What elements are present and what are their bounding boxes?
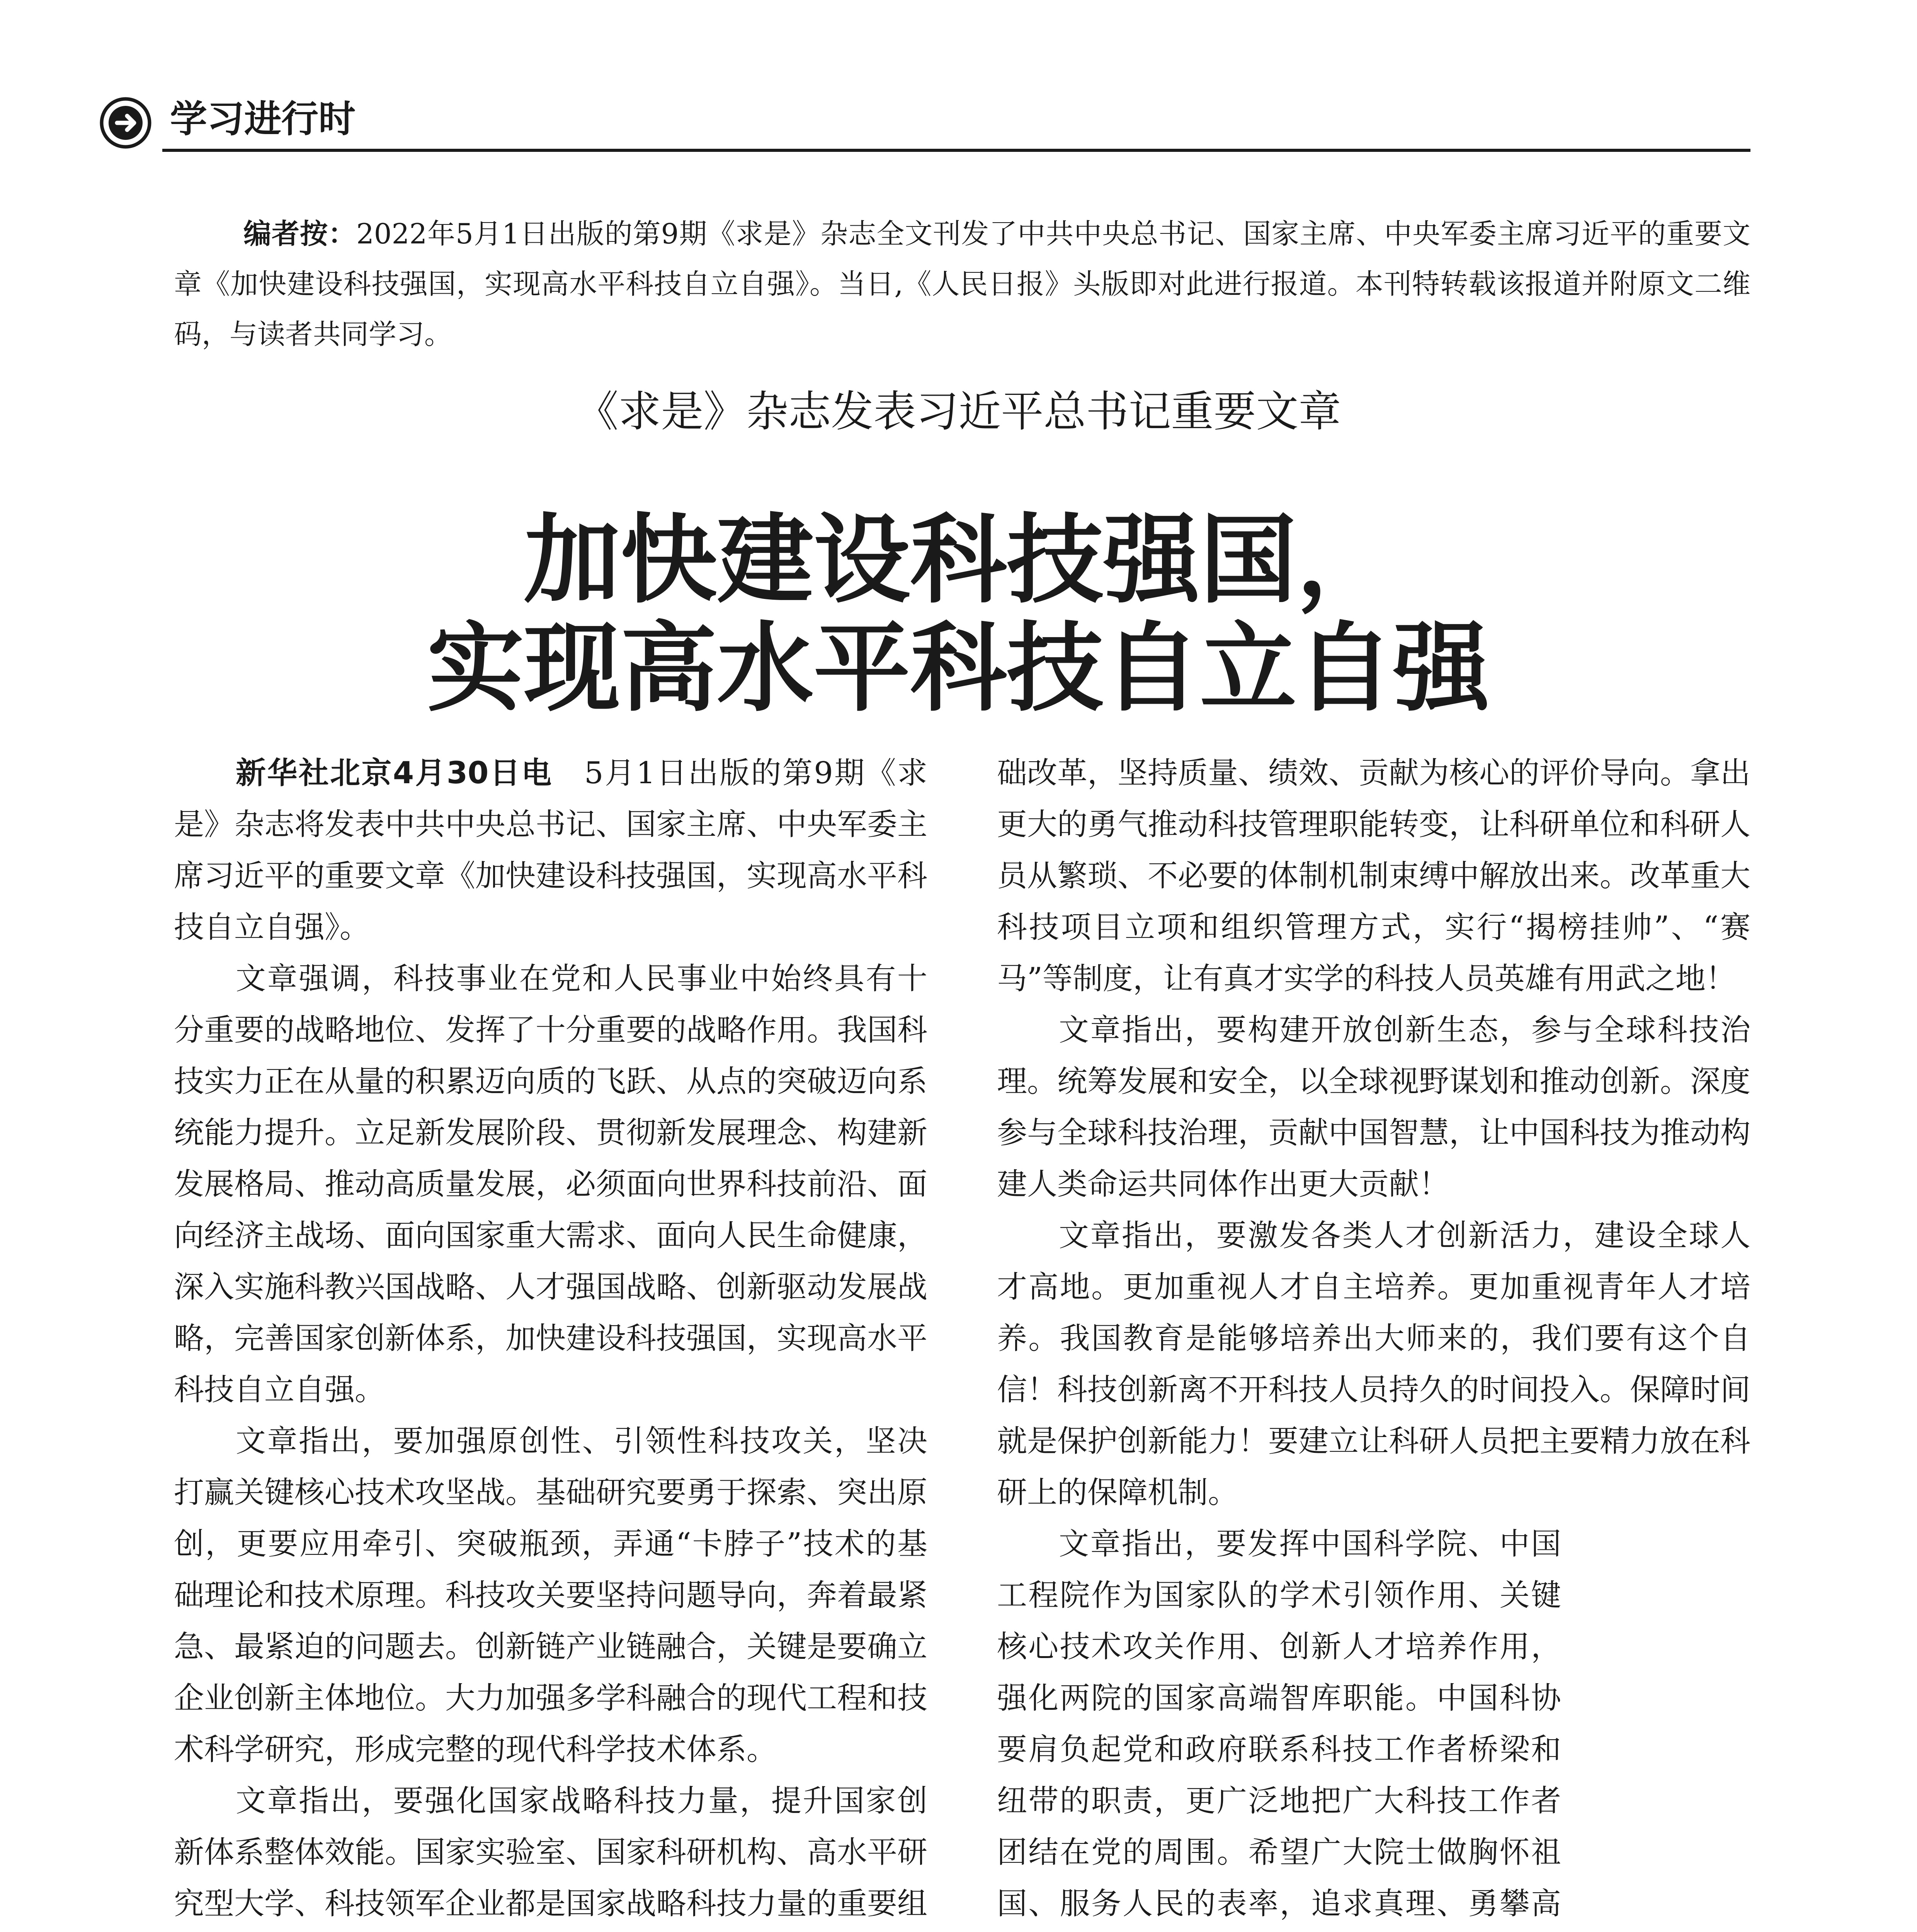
paragraph-1-text: 5月1日出版的第9期《求是》杂志将发表中共中央总书记、国家主席、中央军委主席习近平的重要文章《加快建设科技强国，实现高水平科技自立自强》。 xyxy=(174,756,928,945)
arrow-circle-icon xyxy=(99,96,153,150)
paragraph-4: 文章指出，要强化国家战略科技力量，提升国家创新体系整体效能。国家实验室、国家科研机构、高水平研究型大学、科技领军企业都是国家战略科技力量的重要组 xyxy=(174,1784,928,1921)
dateline: 新华社北京4月30日电 xyxy=(236,756,553,791)
paragraph-3: 文章指出，要加强原创性、引领性科技攻关，坚决打赢关键核心技术攻坚战。基础研究要勇于探索、突出原创，更要应用牵引、突破瓶颈，弄通“卡脖子”技术的基础理论和技术原理。科技攻关要坚持问题导向，奔着最紧急、最紧迫的问题去。创新链产业链融合，关键是要确立企业创新主体地位。大力加强多学科融合的现代工程和技术科学研究，形成完整的现代科学技术体系。 xyxy=(174,1424,928,1767)
paragraph-2: 文章强调，科技事业在党和人民事业中始终具有十分重要的战略地位、发挥了十分重要的战略作用。我国科技实力正在从量的积累迈向质的飞跃、从点的突破迈向系统能力提升。立足新发展阶段、贯彻新发展理念、构建新发展格局、推动高质量发展，必须面向世界科技前沿、面向经济主战场、面向国家重大需求、面向人民生命健康，深入实施科教兴国战略、人才强国战略、创新驱动发展战略，完善国家创新体系，加快建设科技强国，实现高水平科技自立自强。 xyxy=(174,961,928,1407)
article-title-line-2: 实现高水平科技自立自强 xyxy=(427,612,1490,724)
article-title-line-1: 加快建设科技强国， xyxy=(524,504,1393,616)
editor-note xyxy=(174,209,1750,359)
article-subtitle: 《求是》杂志发表习近平总书记重要文章 xyxy=(576,387,1341,436)
body-column-left xyxy=(174,748,927,1932)
paragraph-7: 文章指出，要激发各类人才创新活力，建设全球人才高地。更加重视人才自主培养。更加重视青年人才培养。我国教育是能够培养出大师来的，我们要有这个自信！科技创新离不开科技人员持久的时间投入。保障时间就是保护创新能力！要建立让科研人员把主要精力放在科研上的保障机制。 xyxy=(997,1218,1751,1510)
paragraph-1 xyxy=(174,748,927,953)
paragraph-6: 文章指出，要构建开放创新生态，参与全球科技治理。统筹发展和安全，以全球视野谋划和推动创新。深度参与全球科技治理，贡献中国智慧，让中国科技为推动构建人类命运共同体作出更大贡献！ xyxy=(997,1013,1751,1202)
paragraph-8-text: 文章指出，要发挥中国科学院、中国工程院作为国家队的学术引领作用、关键核心技术攻关作用、创新人才培养作用，强化两院的国家高端智库职能。中国科协要肩负起党和政府联系科技工作者桥梁和纽带的职责，更广泛地把广大科技工作者团结在党的周围。希望广大院士做胸怀祖国、服务人民的表率，追求真理、勇攀高 xyxy=(997,1527,1561,1921)
editor-note-text: 2022年5月1日出版的第9期《求是》杂志全文刊发了中共中央总书记、国家主席、中央军委主席习近平的重要文章《加快建设科技强国，实现高水平科技自立自强》。当日,《人民日报》头版即对此进行报道。本刊特转载该报道并附原文二维码，与读者共同学习。 xyxy=(174,218,1750,350)
section-title: 学习进行时 xyxy=(170,97,356,141)
body-column-right xyxy=(997,748,1750,1932)
editor-note-label: 编者按： xyxy=(243,218,356,250)
paragraph-5-continued: 础改革，坚持质量、绩效、贡献为核心的评价导向。拿出更大的勇气推动科技管理职能转变，让科研单位和科研人员从繁琐、不必要的体制机制束缚中解放出来。改革重大科技项目立项和组织管理方式，实行“揭榜挂帅”、“赛马”等制度，让有真才实学的科技人员英雄有用武之地！ xyxy=(997,756,1751,996)
header-rule xyxy=(162,149,1750,152)
paragraph-8 xyxy=(997,1519,1750,1932)
